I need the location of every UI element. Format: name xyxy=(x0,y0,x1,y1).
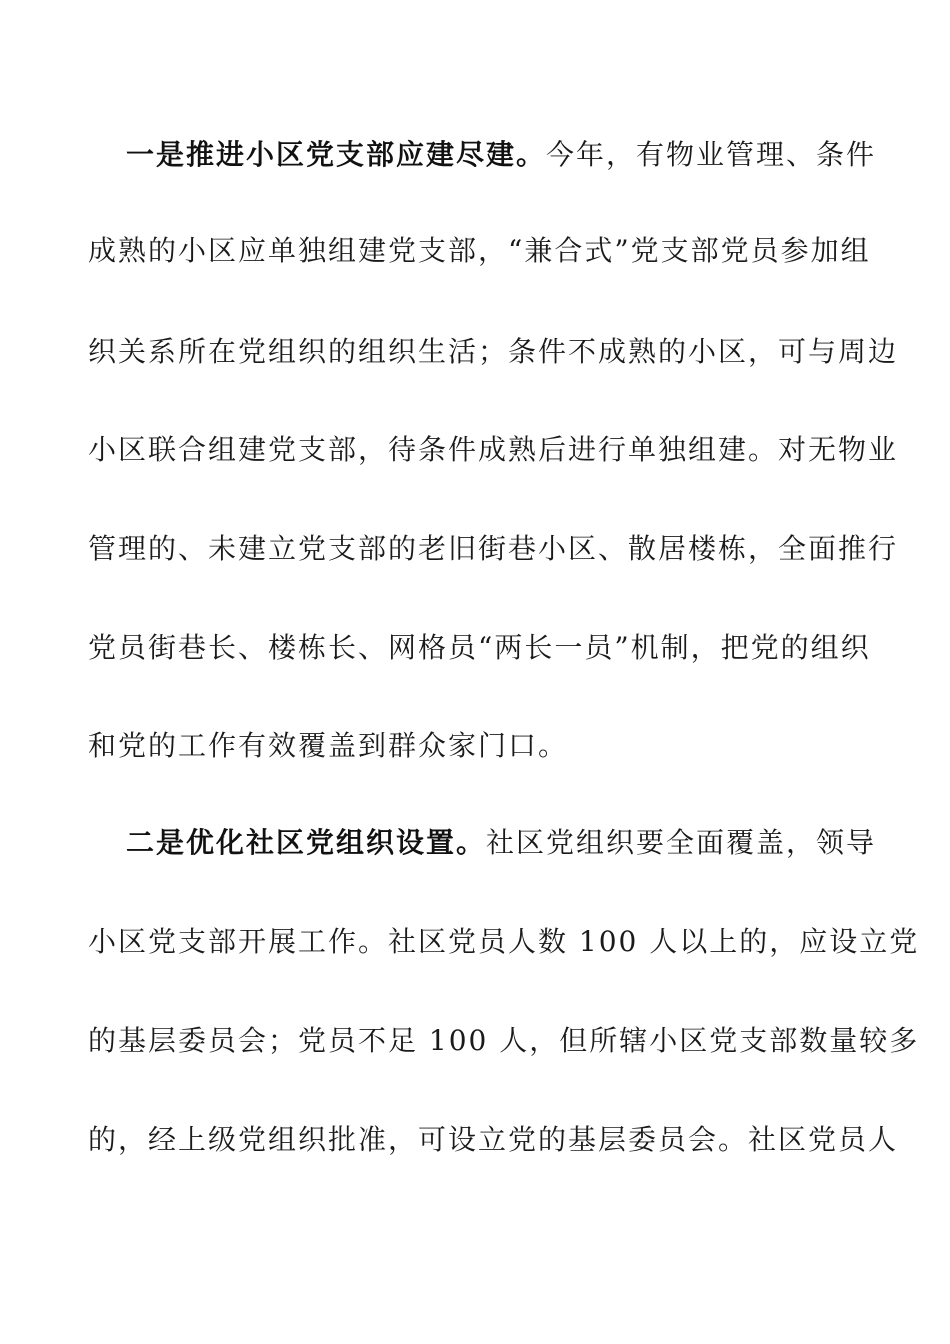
paragraph-1-line-4: 小区联合组建党支部，待条件成熟后进行单独组建。对无物业 xyxy=(88,433,899,466)
paragraph-1-line-7: 和党的工作有效覆盖到群众家门口。 xyxy=(88,729,569,762)
paragraph-2-line-2: 小区党支部开展工作。社区党员人数 100 人以上的，应设立党 xyxy=(88,925,920,958)
paragraph-2-heading: 二是优化社区党组织设置。 xyxy=(126,826,487,859)
paragraph-2-line-3: 的基层委员会；党员不足 100 人，但所辖小区党支部数量较多 xyxy=(88,1024,920,1057)
paragraph-2-line-1 xyxy=(126,819,877,867)
paragraph-2-line-1-text: 社区党组织要全面覆盖，领导 xyxy=(486,826,877,859)
paragraph-1-line-1 xyxy=(126,131,877,179)
paragraph-1-heading: 一是推进小区党支部应建尽建。 xyxy=(126,138,547,171)
paragraph-1-line-5: 管理的、未建立党支部的老旧街巷小区、散居楼栋，全面推行 xyxy=(88,532,899,565)
paragraph-1-line-2: 成熟的小区应单独组建党支部，“兼合式”党支部党员参加组 xyxy=(88,234,871,267)
paragraph-1-line-3: 织关系所在党组织的组织生活；条件不成熟的小区，可与周边 xyxy=(88,335,899,368)
paragraph-1-line-1-text: 今年，有物业管理、条件 xyxy=(546,138,877,171)
paragraph-1-line-6: 党员街巷长、楼栋长、网格员“两长一员”机制，把党的组织 xyxy=(88,631,871,664)
paragraph-2-line-4: 的，经上级党组织批准，可设立党的基层委员会。社区党员人 xyxy=(88,1123,899,1156)
